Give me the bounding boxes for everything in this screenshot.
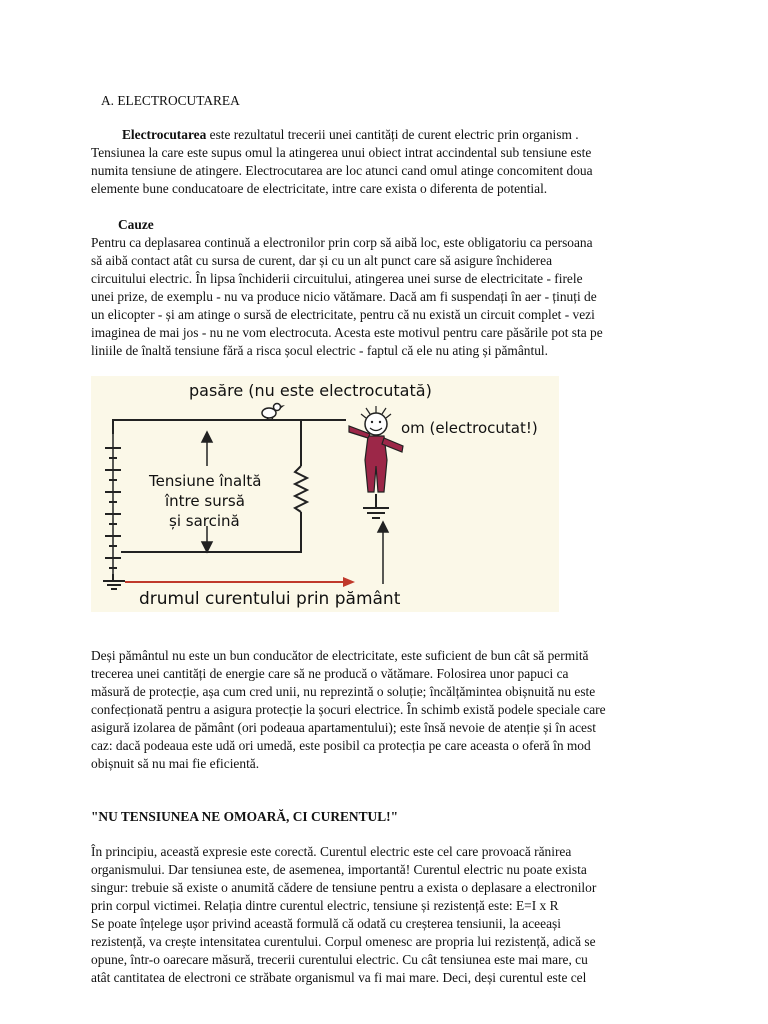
causes-title: Cauze xyxy=(118,217,154,232)
intro-line-1: Electrocutarea este rezultatul trecerii unei cantități de curent electric prin organism . xyxy=(122,127,579,142)
text-line: măsură de protecție, așa cum cred unii, nu reprezintă o soluție; încălțămintea obișnuită nu este xyxy=(91,684,596,699)
text-line: asigură izolarea de pământ (ori podeaua apartamentului); este însă nevoie de atenție și în acest xyxy=(91,720,596,735)
text-line: să aibă contact atât cu sursa de curent, dar și cu un alt punct care să asigure închiderea xyxy=(91,253,553,268)
battery-icon xyxy=(105,434,121,574)
bold-term: Electrocutarea xyxy=(122,127,207,142)
current-paragraph xyxy=(91,843,681,987)
causes-paragraph xyxy=(91,234,681,360)
text-line: un elicopter - și am atinge o sursă de electricitate, pentru că nu există un circuit complet - vezi xyxy=(91,307,595,322)
section-heading: A. ELECTROCUTAREA xyxy=(101,93,240,108)
slogan-heading: "NU TENSIUNEA NE OMOARĂ, CI CURENTUL!" xyxy=(91,809,399,824)
electrocution-diagram xyxy=(91,376,559,612)
bird-label: pasăre (nu este electrocutată) xyxy=(189,381,432,400)
text-line: trecerea unei cantități de energie care să ne producă o vătămare. Folosirea unor papuci ca xyxy=(91,666,569,681)
intro-paragraph xyxy=(91,126,681,198)
resistor-icon xyxy=(295,466,307,512)
intro-line-2: Tensiunea la care este supus omul la atingerea unui obiect intrat accindental sub tensiune este xyxy=(91,145,592,160)
bird-icon xyxy=(262,404,285,421)
text-line: confecționată pentru a asigura protecție la șocuri electrice. În schimb există podele speciale care xyxy=(91,702,606,717)
text-line: Se poate înțelege ușor privind această formulă că odată cu creșterea tensiunii, la aceeași xyxy=(91,916,561,931)
text-line: atât cantitatea de electroni ce străbate organismul va fi mai mare. Deci, deși curentul este cel xyxy=(91,970,587,985)
voltage-label-3: și sarcină xyxy=(169,512,240,530)
text-line: În principiu, această expresie este corectă. Curentul electric este cel care provoacă rănirea xyxy=(91,844,572,859)
ground-icon xyxy=(363,494,389,518)
ground-path-label: drumul curentului prin pământ xyxy=(139,589,401,609)
text-line: imaginea de mai jos - nu ne vom electrocuta. Acesta este motivul pentru care păsările pot sta pe xyxy=(91,325,603,340)
intro-line-4: elemente bune conducatoare de electricitate, intre care exista o diferenta de potential. xyxy=(91,181,548,196)
text-line: unei prize, de exemplu - nu va produce nicio vătămare. Dacă am fi suspendați în aer - ținuți de xyxy=(91,289,597,304)
text-line: singur: trebuie să existe o anumită cădere de tensiune pentru a exista o deplasare a electronilor xyxy=(91,880,597,895)
person-label: om (electrocutat!) xyxy=(401,419,538,437)
ground-path-arrow xyxy=(125,577,355,587)
text-line: circuitului electric. În lipsa închiderii circuitului, atingerea unei surse de electricitate - firele xyxy=(91,271,583,286)
text-line: Deși pământul nu este un bun conducător de electricitate, este suficient de bun cât să permită xyxy=(91,648,589,663)
intro-line-3: numita tensiune de atingere. Electrocutarea are loc atunci cand omul atinge concomitent doua xyxy=(91,163,593,178)
diagram-svg xyxy=(91,376,559,612)
text-line: rezistență, va crește intensitatea curentului. Corpul omenesc are propria lui rezistență, adică se xyxy=(91,934,596,949)
text-line: Pentru ca deplasarea continuă a electronilor prin corp să aibă loc, este obligatoriu ca persoana xyxy=(91,235,593,250)
text-line: caz: dacă podeaua este udă ori umedă, este posibil ca protecția pe care aceasta o oferă în mod xyxy=(91,738,591,753)
text-line: organismului. Dar tensiunea este, de asemenea, importantă! Curentul electric nu poate exista xyxy=(91,862,587,877)
text-line: opune, într-o oarecare măsură, trecerii curentului electric. Cu cât tensiunea este mai mare, cu xyxy=(91,952,588,967)
text-line: prin corpul victimei. Relația dintre curentul electric, tensiune și rezistență este: E=I x R xyxy=(91,898,559,913)
person-icon xyxy=(349,406,403,492)
text-line: obișnuit să nu mai fie eficientă. xyxy=(91,756,260,771)
protection-paragraph xyxy=(91,647,681,773)
voltage-label-1: Tensiune înaltă xyxy=(149,472,262,490)
voltage-label-2: între sursă xyxy=(165,492,245,510)
text-line: liniile de înaltă tensiune fără a risca șocul electric - faptul că ele nu ating și pământul. xyxy=(91,343,548,358)
